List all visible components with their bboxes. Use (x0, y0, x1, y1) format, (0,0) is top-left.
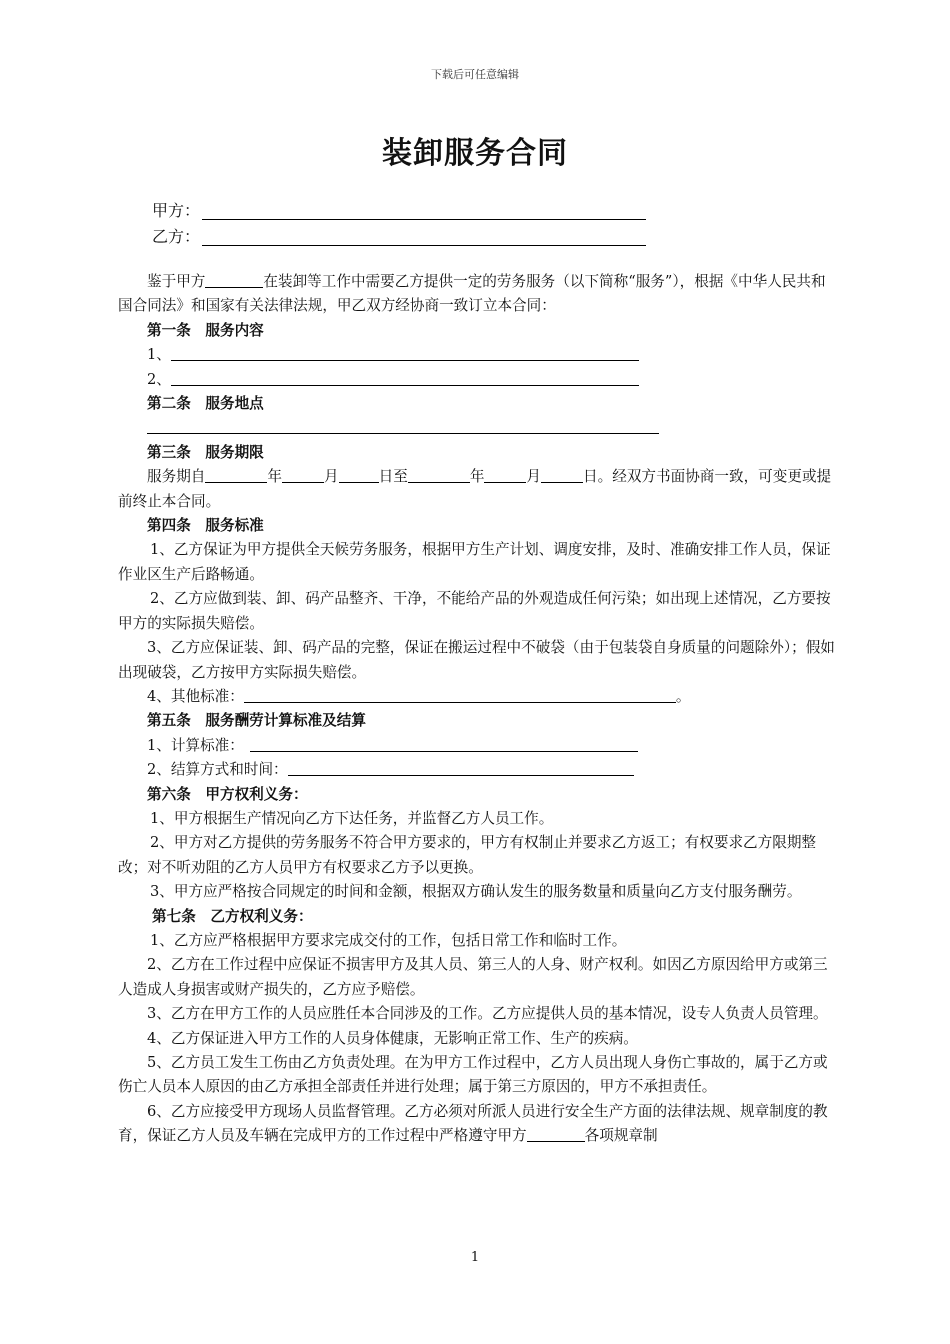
header-note: 下载后可任意编辑 (431, 68, 519, 81)
article-2-blank (118, 416, 840, 440)
text: 4、其他标准： (147, 687, 244, 705)
article-2-heading: 第二条 服务地点 (147, 395, 264, 413)
text: 。 (675, 687, 691, 705)
text: 月 (324, 468, 339, 486)
article-6-item-1: 1、甲方根据生产情况向乙方下达任务，并监督乙方人员工作。 (150, 809, 554, 827)
blank-month (484, 467, 526, 483)
article-4-item-3: 3、乙方应保证装、卸、码产品的完整，保证在搬运过程中不破袋（由于包装袋自身质量的问题除外）；假如出现破袋，乙方按甲方实际损失赔偿。 (118, 639, 835, 681)
blank-line (527, 1126, 585, 1142)
text: 2、结算方式和时间： (147, 761, 288, 779)
text: 月 (526, 468, 542, 486)
article-6-heading: 第六条 甲方权利义务： (147, 785, 308, 803)
blank-line (288, 760, 634, 776)
article-4-heading: 第四条 服务标准 (147, 517, 264, 535)
article-7-item-6 (118, 1100, 840, 1149)
text: 各项规章制 (584, 1127, 658, 1145)
intro-text-a: 鉴于甲方 (147, 273, 206, 290)
article-7-item-5: 5、乙方员工发生工伤由乙方负责处理。在为甲方工作过程中，乙方人员出现人身伤亡事故的，属于乙方或伤亡人员本人原因的由乙方承担全部责任并进行处理；属于第三方原因的，甲方不承担责任。 (118, 1054, 828, 1096)
article-6-item-2: 2、甲方对乙方提供的劳务服务不符合甲方要求的，甲方有权制止并要求乙方返工；有权要求乙方限期整改；对不听劝阻的乙方人员甲方有权要求乙方予以更换。 (118, 834, 817, 876)
blank-day (339, 467, 379, 483)
article-7-item-3: 3、乙方在甲方工作的人员应胜任本合同涉及的工作。乙方应提供人员的基本情况，设专人负责人员管理。 (147, 1005, 828, 1023)
article-6-item-3: 3、甲方应严格按合同规定的时间和金额，根据双方确认发生的服务数量和质量向乙方支付服务酬劳。 (150, 883, 802, 901)
article-4-item-2: 2、乙方应做到装、卸、码产品整齐、干净，不能给产品的外观造成任何污染；如出现上述情况，乙方要按甲方的实际损失赔偿。 (118, 590, 831, 632)
article-7-item-1: 1、乙方应严格根据甲方要求完成交付的工作，包括日常工作和临时工作。 (150, 931, 627, 949)
blank-party-a (205, 272, 263, 288)
article-5-item-2 (118, 758, 840, 782)
article-3-heading: 第三条 服务期限 (147, 443, 264, 461)
party-a-label: 甲方： (152, 201, 201, 220)
text: 6、乙方应接受甲方现场人员监督管理。乙方必须对所派人员进行安全生产方面的法律法规、规章制度的教育，保证乙方人员及车辆在完成甲方的工作过程中严格遵守甲方 (118, 1102, 828, 1145)
article-7-item-4: 4、乙方保证进入甲方工作的人员身体健康，无影响正常工作、生产的疾病。 (147, 1029, 638, 1047)
item-number: 2、 (147, 370, 171, 388)
blank-month (282, 467, 324, 483)
text: 日至 (378, 468, 408, 486)
article-7-item-2: 2、乙方在工作过程中应保证不损害甲方及其人员、第三人的人身、财产权利。如因乙方原因给甲方或第三人造成人身损害或财产损失的，乙方应予赔偿。 (118, 956, 828, 998)
blank-line (250, 736, 638, 752)
party-a-line (152, 198, 646, 221)
text: 1、计算标准： (147, 736, 244, 754)
party-b-line (152, 224, 646, 247)
intro-text-b: 在装卸等工作中需要乙方提供一定的劳务服务（以下简称“服务”），根据《中华人民共和国合同法》和国家有关法律法规，甲乙双方经协商一致订立本合同： (118, 273, 826, 315)
blank-year (408, 467, 470, 483)
article-1-item-2 (118, 368, 840, 392)
article-4-item-4 (118, 685, 840, 709)
article-7-heading: 第七条 乙方权利义务： (152, 907, 313, 925)
party-b-blank (202, 227, 646, 246)
party-a-blank (202, 201, 646, 220)
document-title: 装卸服务合同 (382, 136, 568, 171)
text: 日。经双方书面协商一致，可变更或提前终止本合同。 (118, 468, 832, 510)
article-3-paragraph (118, 465, 840, 514)
article-1-item-1 (118, 343, 840, 367)
article-1-heading: 第一条 服务内容 (147, 321, 264, 339)
text: 年 (469, 468, 485, 486)
text: 服务期自 (147, 468, 206, 486)
blank-line (147, 418, 659, 434)
blank-line (244, 687, 676, 703)
blank-day (541, 467, 583, 483)
article-5-item-1 (118, 734, 840, 758)
article-5-heading: 第五条 服务酬劳计算标准及结算 (147, 712, 366, 730)
blank-line (171, 370, 639, 386)
blank-year (205, 467, 267, 483)
intro-paragraph (118, 270, 840, 319)
blank-line (171, 345, 639, 361)
party-b-label: 乙方： (152, 227, 201, 246)
page-number: 1 (470, 1250, 480, 1265)
text: 年 (267, 468, 282, 486)
item-number: 1、 (147, 346, 171, 364)
article-4-item-1: 1、乙方保证为甲方提供全天候劳务服务，根据甲方生产计划、调度安排，及时、准确安排工作人员，保证作业区生产后路畅通。 (118, 541, 831, 583)
contract-body (118, 270, 840, 1149)
